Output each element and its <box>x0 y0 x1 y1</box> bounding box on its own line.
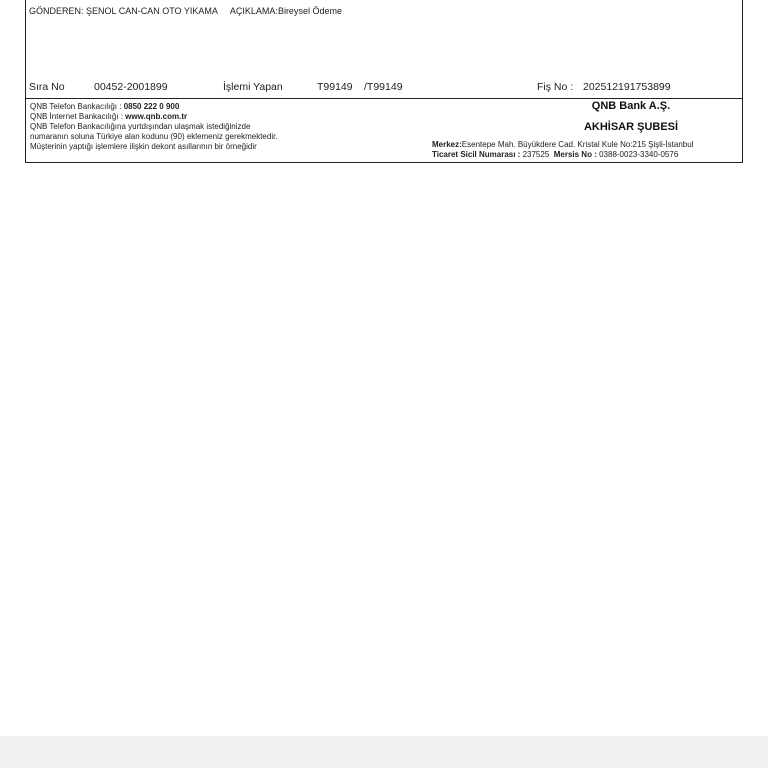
sender-line <box>29 6 352 16</box>
islem-value-2: /T99149 <box>364 81 403 93</box>
note-line-1: QNB Telefon Bankacılığına yurtdışından ulaşmak istediğinizde <box>30 122 251 131</box>
note-line-2: numaranın soluna Türkiye alan kodunu (90) eklemeniz gerekmektedir. <box>30 132 278 141</box>
receipt-document <box>25 0 743 163</box>
internet-line: QNB İnternet Bankacılığı : www.qnb.com.tr <box>30 112 188 121</box>
phone-line: QNB Telefon Bankacılığı : 0850 222 0 900 <box>30 102 180 111</box>
registry-line: Ticaret Sicil Numarası : 237525 Mersis No : 0388-0023-3340-0576 <box>432 150 679 159</box>
islem-label: İşlemi Yapan <box>223 81 283 93</box>
bottom-bar <box>0 736 768 768</box>
sira-label: Sıra No <box>29 81 65 93</box>
note-line-3: Müşterinin yaptığı işlemlere ilişkin dekont asıllarının bir örneğidir <box>30 142 257 151</box>
description: AÇIKLAMA:Bireysel Ödeme <box>229 6 342 16</box>
islem-value-1: T99149 <box>317 81 353 93</box>
sequence-row <box>29 81 739 95</box>
bank-name: QNB Bank A.Ş. <box>591 100 671 112</box>
contact-info <box>30 102 278 152</box>
sira-value: 00452-2001899 <box>94 81 168 93</box>
fis-value: 202512191753899 <box>583 81 671 93</box>
divider <box>26 98 742 99</box>
hq-address: Merkez:Esentepe Mah. Büyükdere Cad. Kristal Kule No:215 Şişli-İstanbul <box>432 140 694 149</box>
sender-label: GÖNDEREN: ŞENOL CAN-CAN OTO YIKAMA <box>29 6 218 16</box>
fis-label: Fiş No : <box>537 81 574 93</box>
headquarters-info <box>432 140 693 160</box>
branch-name: AKHİSAR ŞUBESİ <box>583 121 679 133</box>
